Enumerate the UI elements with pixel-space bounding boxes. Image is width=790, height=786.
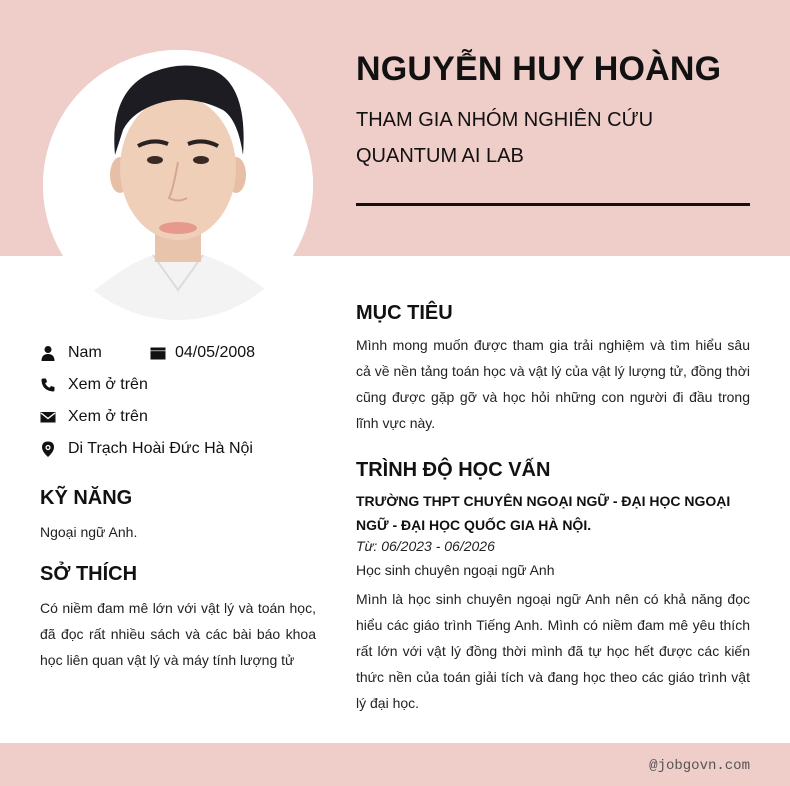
school-name: TRƯỜNG THPT CHUYÊN NGOẠI NGỮ - ĐẠI HỌC NGOẠI NGỮ - ĐẠI HỌC QUỐC GIA HÀ NỘI. [356,493,731,533]
education-description: Mình là học sinh chuyên ngoại ngữ Anh nên có khả năng đọc hiểu các giáo trình Tiếng Anh. Mình có niềm đam mê yêu thích rất lớn với vật lý đồng thời mình đã tự học hết được các kiến thức nền của toán giải tích và đang học theo các giáo trình vật lý đại học. [356,591,750,711]
footer [0,743,790,786]
calendar-icon [150,345,166,361]
position-title: THAM GIA NHÓM NGHIÊN CỨU QUANTUM AI LAB [356,109,654,167]
objective-text: Mình mong muốn được tham gia trải nghiệm và tìm hiểu sâu cả về nền tảng toán học và vật lý của vật lý lượng tử, đồng thời cũng được gặp gỡ và học hỏi những con người đi đầu trong lĩnh vực này. [356,337,750,431]
objective-heading: MỤC TIÊU [356,302,453,324]
location-pin-icon [40,441,56,457]
address-value: Di Trạch Hoài Đức Hà Nội [68,440,253,457]
education-heading: TRÌNH ĐỘ HỌC VẤN [356,459,551,481]
info-email [40,406,148,428]
birthdate-value: 04/05/2008 [175,344,256,361]
footer-watermark: @jobgovn.com [649,758,750,774]
education-period: Từ: 06/2023 - 06/2026 [356,538,495,554]
header-divider [356,203,750,206]
info-gender [40,342,102,364]
education-role: Học sinh chuyên ngoại ngữ Anh [356,562,555,578]
person-icon [40,345,56,361]
info-address [40,438,253,460]
candidate-name: NGUYỄN HUY HOÀNG [356,50,722,88]
skills-heading: KỸ NĂNG [40,487,133,509]
phone-icon [40,377,56,393]
avatar [43,50,313,320]
hobbies-heading: SỞ THÍCH [40,563,138,585]
mail-icon [40,409,56,425]
info-phone [40,374,148,396]
phone-value: Xem ở trên [68,376,148,393]
info-birthdate [150,342,255,364]
portrait-photo [43,50,313,320]
hobbies-text: Có niềm đam mê lớn với vật lý và toán học, đã đọc rất nhiều sách và các bài báo khoa học liên quan vật lý và máy tính lượng tử [40,600,316,668]
skills-text: Ngoại ngữ Anh. [40,524,138,540]
email-value: Xem ở trên [68,408,148,425]
gender-value: Nam [68,344,102,361]
